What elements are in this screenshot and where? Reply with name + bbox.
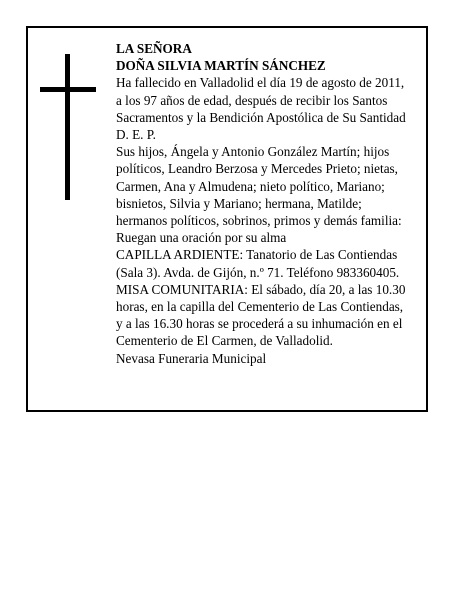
cross-vertical-bar	[65, 54, 70, 200]
latin-cross-icon	[40, 54, 96, 200]
death-announcement-line: Sacramentos y la Bendición Apostólica de Su Santidad	[116, 109, 406, 125]
family-line: hermanos políticos, sobrinos, primos y demás familia:	[116, 213, 402, 229]
cross-horizontal-bar	[40, 87, 96, 92]
prayer-request-line: Ruegan una oración por su alma	[116, 230, 287, 246]
notice-heading-title: LA SEÑORA	[116, 41, 192, 56]
family-line: políticos, Leandro Berzosa y Mercedes Prieto; nietas,	[116, 161, 398, 177]
rip-line: D. E. P.	[116, 127, 156, 143]
death-announcement-line: a los 97 años de edad, después de recibir los Santos	[116, 92, 388, 108]
deceased-name: DOÑA SILVIA MARTÍN SÁNCHEZ	[116, 58, 326, 74]
family-line: Carmen, Ana y Almudena; nieto político, Mariano;	[116, 178, 385, 194]
mass-info-line: y a las 16.30 horas se procederá a su inhumación en el	[116, 316, 403, 332]
notice-text	[116, 40, 416, 367]
chapel-info-line: (Sala 3). Avda. de Gijón, n.º 71. Teléfono 983360405.	[116, 264, 400, 280]
chapel-info-line: CAPILLA ARDIENTE: Tanatorio de Las Contiendas	[116, 247, 398, 263]
death-announcement-line: Ha fallecido en Valladolid el día 19 de agosto de 2011,	[116, 75, 405, 91]
mass-info-line: horas, en la capilla del Cementerio de Las Contiendas,	[116, 299, 404, 315]
family-line: Sus hijos, Ángela y Antonio González Martín; hijos	[116, 144, 390, 160]
funeral-home-line: Nevasa Funeraria Municipal	[116, 350, 267, 366]
mass-info-line: Cementerio de El Carmen, de Valladolid.	[116, 333, 333, 349]
obituary-notice	[26, 26, 428, 412]
mass-info-line: MISA COMUNITARIA: El sábado, día 20, a las 10.30	[116, 281, 406, 297]
family-line: bisnietos, Silvia y Mariano; hermana, Matilde;	[116, 195, 362, 211]
